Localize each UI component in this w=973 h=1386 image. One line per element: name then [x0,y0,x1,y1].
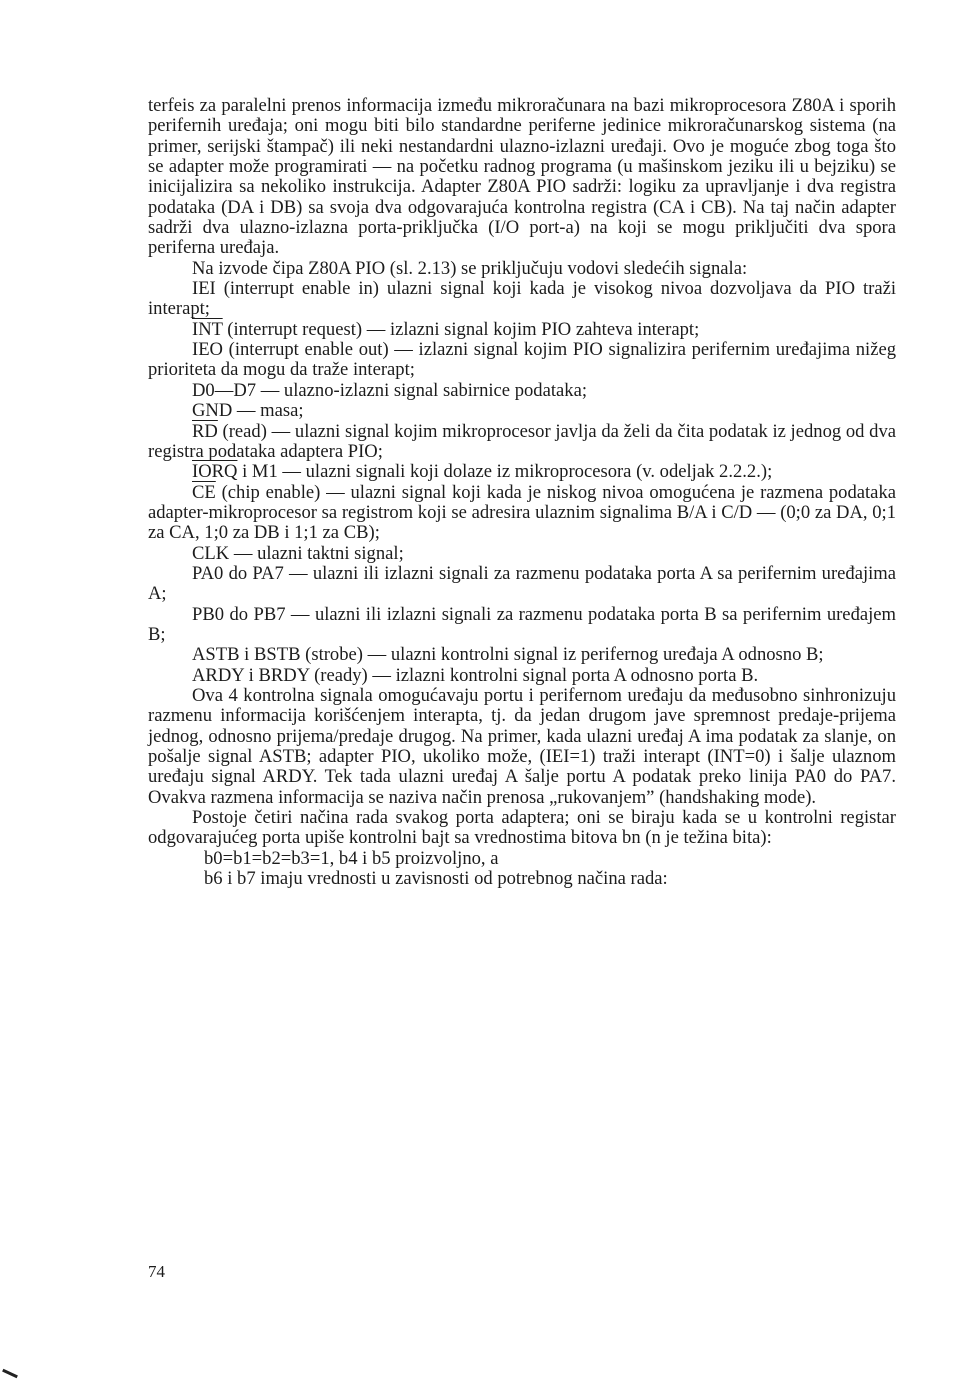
paragraph [148,279,896,320]
list-line [204,869,896,889]
paragraph [148,259,896,279]
paragraph [148,340,896,381]
paragraph-text: Ova 4 kontrolna signala omogućavaju portu i perifernom uređaju da međusobno sinhronizuju razmenu informacija korišćenjem interapta, tj. da jedan drugom jave spremnost predaje-prijema jednog, odnosno prijema/predaje drugog. Na primer, kada ulazni uređaj A ima podatak za slanje, on pošalje signal ASTB; adapter PIO, ukoliko može, (IEI=1) traži interapt (INT=0) i šalje ulaznom uređaju signal ARDY. Tek tada ulazni uređaj A šalje portu A podatak preko linija PA0 do PA7. Ovakva razmena informacija se naziva način prenosa „rukovanjem” (handshaking mode). [148,684,896,808]
paragraph [148,401,896,421]
paragraph-text: IEO (interrupt enable out) — izlazni signal kojim PIO signalizira perifernim uređajima nižeg prioriteta da mogu da traže interapt; [148,339,896,381]
paragraph-text: terfeis za paralelni prenos informacija između mikroračunara na bazi mikroprocesora Z80A i sporih perifernih uređaja; oni mogu biti bilo standardne periferne jedinice mikroračunarskog sistema (na primer, serijski štampač) ili neki nestandardni ulazno-izlazni uređaji. Ovo je moguće zbog toga što se adapter može programirati — na početku radnog programa (u mašinskom jeziku ili u bejziku) se inicijalizira sa nekoliko instrukcija. Adapter Z80A PIO sadrži: logiku za upravljanje i dva registra podataka (DA i DB) sa svoja dva odgovarajuća kontrolna registra (CA i CB). Na taj način adapter sadrži dva ulazno-izlazna porta-priključka (I/O port-a) na koji se mogu priključiti dva spora periferna uređaja. [148,95,896,259]
paragraph-text: i M1 — ulazni signali koji dolaze iz mikroprocesora (v. odeljak 2.2.2.); [237,461,773,483]
paragraph [148,544,896,564]
paragraph-text: IEI (interrupt enable in) ulazni signal koji kada je visokog nivoa dozvoljava da PIO traži interapt; [148,278,896,320]
overlined-signal-name: $\overline{RD}$ [192,420,218,442]
paragraph-text: b0=b1=b2=b3=1, b4 i b5 proizvoljno, a [204,847,499,869]
paragraph-text: ARDY i BRDY (ready) — izlazni kontrolni signal porta A odnosno porta B. [192,664,759,686]
paragraph-text: (chip enable) — ulazni signal koji kada je niskog nivoa omogućena je razmena podataka adapter-mikroprocesor sa registrom koji se adresira ulaznim signalima B/A i C/D — (0;0 za DA, 0;1 za CA, 1;0 za DB i 1;1 za CB); [148,481,896,544]
paragraph-text: b6 i b7 imaju vrednosti u zavisnosti od potrebnog načina rada: [204,868,668,890]
paragraph [148,422,896,463]
paragraph-text: GND — masa; [192,400,304,422]
paragraph [148,462,896,482]
paragraph [148,808,896,849]
paragraph [148,686,896,808]
page-text [148,96,896,889]
paragraph-text: (interrupt request) — izlazni signal kojim PIO zahteva interapt; [222,318,700,340]
overlined-signal-name: IORQ [192,461,238,483]
paragraph [148,666,896,686]
scan-corner-mark [2,1369,18,1378]
list-line [204,849,896,869]
paragraph-text: CLK — ulazni taktni signal; [192,542,404,564]
overlined-signal-name: $\overline{INT}$ [192,318,223,340]
paragraph-text: Postoje četiri načina rada svakog porta adaptera; oni se biraju kada se u kontrolni registar odgovarajućeg porta upiše kontrolni bajt sa vrednostima bitova bn (n je težina bita): [148,807,896,849]
paragraph [148,605,896,646]
paragraph-text: (read) — ulazni signal kojim mikroprocesor javlja da želi da čita podatak iz jednog od dva registra podataka adaptera PIO; [148,420,896,462]
paragraph [148,645,896,665]
paragraph [148,381,896,401]
page-number: 74 [148,1262,165,1281]
paragraph-text: PB0 do PB7 — ulazni ili izlazni signali za razmenu podataka porta B sa perifernim uređajem B; [148,603,896,645]
paragraph-text: D0—D7 — ulazno-izlazni signal sabirnice podataka; [192,379,587,401]
paragraph [148,320,896,340]
paragraph-text: Na izvode čipa Z80A PIO (sl. 2.13) se priključuju vodovi sledećih signala: [192,257,748,279]
paragraph-text: PA0 do PA7 — ulazni ili izlazni signali za razmenu podataka porta A sa perifernim uređajima A; [148,562,896,605]
paragraph [148,96,896,259]
paragraph [148,483,896,544]
paragraph-text: ASTB i BSTB (strobe) — ulazni kontrolni signal iz perifernog uređaja A odnosno B; [192,644,824,666]
overlined-signal-name: $\overline{CE}$ [192,481,216,503]
paragraph [148,564,896,605]
